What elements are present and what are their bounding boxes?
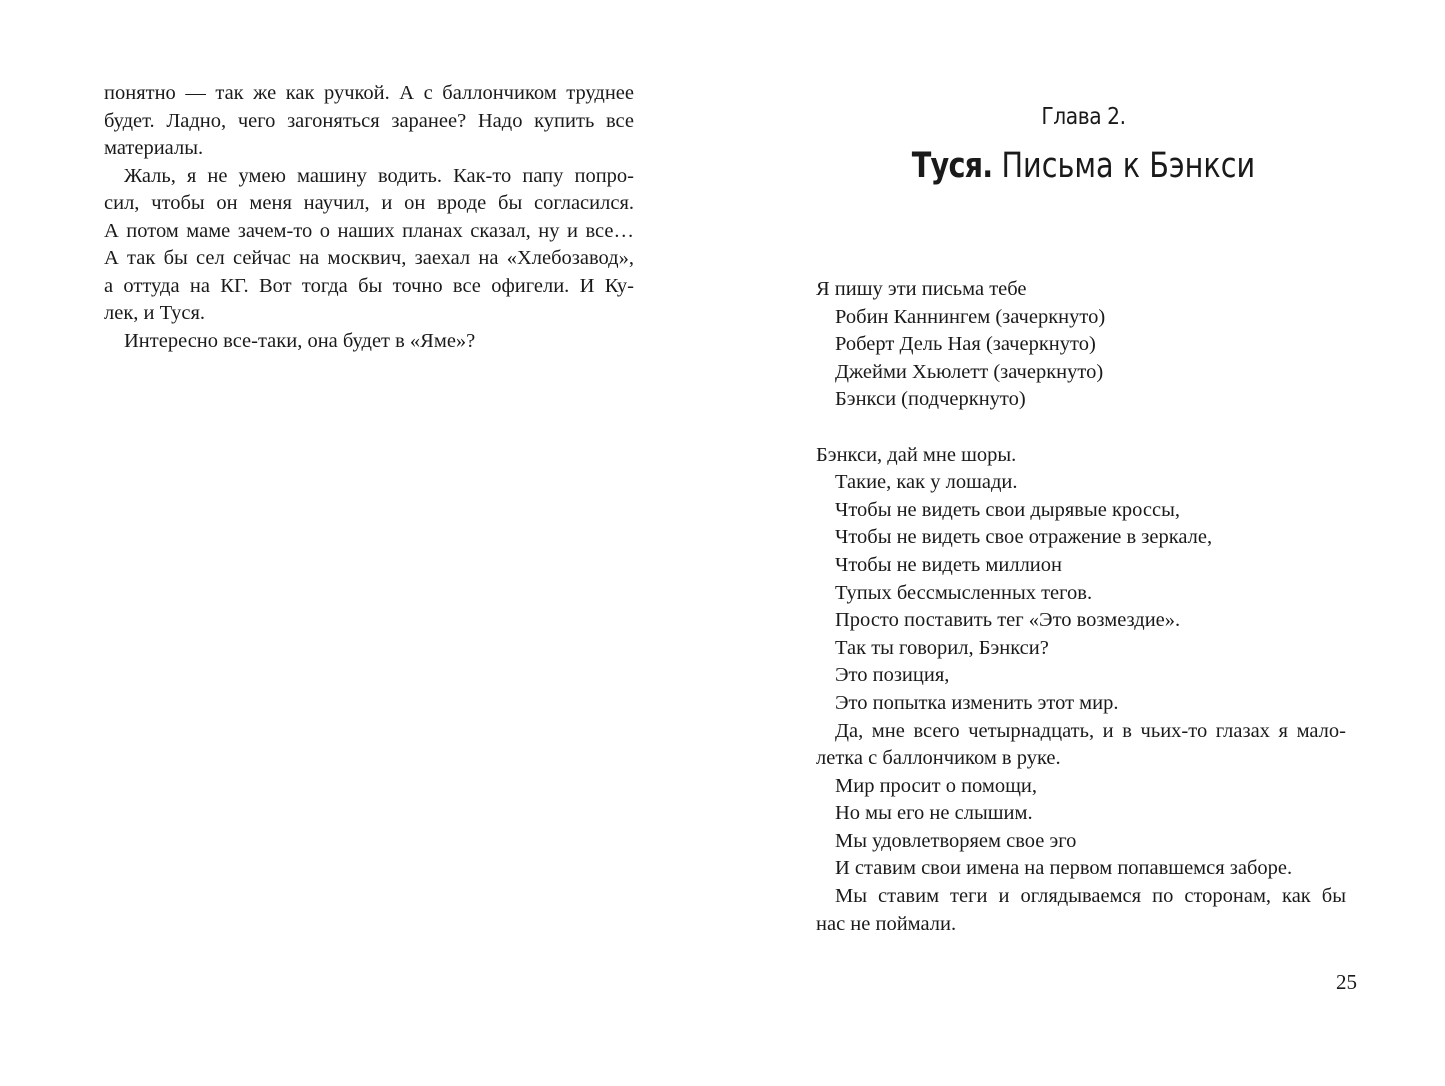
poem-line: Мы ставим теги и оглядываемся по сторонам, как бы — [835, 885, 1346, 908]
text-line: А так бы сел сейчас на москвич, заехал на «Хлебозавод», — [104, 247, 634, 269]
poem-line: Бэнкси (подчеркнуто) — [835, 388, 1026, 411]
stanza-gap — [816, 414, 1346, 442]
poem-line: Чтобы не видеть свое отражение в зеркале, — [835, 526, 1213, 549]
text-line: а оттуда на КГ. Вот тогда бы точно все офигели. И Ку- — [104, 274, 634, 297]
right-page — [722, 0, 1445, 1086]
left-page-text — [104, 80, 634, 355]
poem-line: Робин Каннингем (зачеркнуто) — [835, 305, 1106, 328]
poem-line: Джейми Хьюлетт (зачеркнуто) — [835, 360, 1104, 383]
poem-line: Но мы его не слышим. — [835, 802, 1033, 825]
poem-line: Просто поставить тег «Это возмездие». — [835, 609, 1181, 632]
poem-line: Роберт Дель Ная (зачеркнуто) — [835, 333, 1096, 356]
poem-line: Тупых бессмысленных тегов. — [835, 581, 1093, 604]
poem-line: Это позиция, — [835, 664, 950, 687]
poem-line: летка с баллончиком в руке. — [816, 747, 1061, 770]
poem-line: Да, мне всего четырнадцать, и в чьих-то глазах я мало- — [835, 719, 1346, 742]
chapter-title-subtitle: Письма к Бэнкси — [992, 146, 1256, 186]
poem-line: Чтобы не видеть свои дырявые кроссы, — [835, 498, 1181, 521]
text-line: материалы. — [104, 137, 204, 159]
text-line: будет. Ладно, чего загоняться заранее? Надо купить все — [104, 109, 634, 132]
poem-line: Такие, как у лошади. — [835, 471, 1018, 494]
poem-line: Чтобы не видеть миллион — [835, 553, 1062, 576]
chapter-title-name: Туся. — [911, 146, 993, 186]
text-line: А потом маме зачем-то о наших планах сказал, ну и все… — [104, 219, 634, 242]
text-line: понятно — так же как ручкой. А с баллончиком труднее — [104, 82, 634, 104]
text-line: сил, чтобы он меня научил, и он вроде бы согласился. — [104, 192, 634, 214]
poem-line: И ставим свои имена на первом попавшемся заборе. — [835, 857, 1293, 880]
chapter-label: Глава 2. — [1041, 104, 1126, 130]
text-line: лек, и Туся. — [104, 302, 206, 324]
poem-line: Я пишу эти письма тебе — [816, 278, 1027, 300]
chapter-title — [787, 146, 1380, 186]
right-page-text — [816, 276, 1346, 938]
poem-line: Так ты говорил, Бэнкси? — [835, 636, 1049, 659]
page-number: 25 — [1336, 970, 1357, 994]
text-line: Жаль, я не умею машину водить. Как-то папу попро- — [124, 164, 634, 187]
poem-line: нас не поймали. — [816, 912, 957, 935]
poem-line: Мы удовлетворяем свое эго — [835, 829, 1077, 852]
poem-line: Мир просит о помощи, — [835, 774, 1038, 797]
left-page — [0, 0, 722, 1086]
text-line: Интересно все-таки, она будет в «Яме»? — [124, 329, 476, 352]
poem-line: Это попытка изменить этот мир. — [835, 691, 1119, 714]
poem-line: Бэнкси, дай мне шоры. — [816, 443, 1017, 466]
